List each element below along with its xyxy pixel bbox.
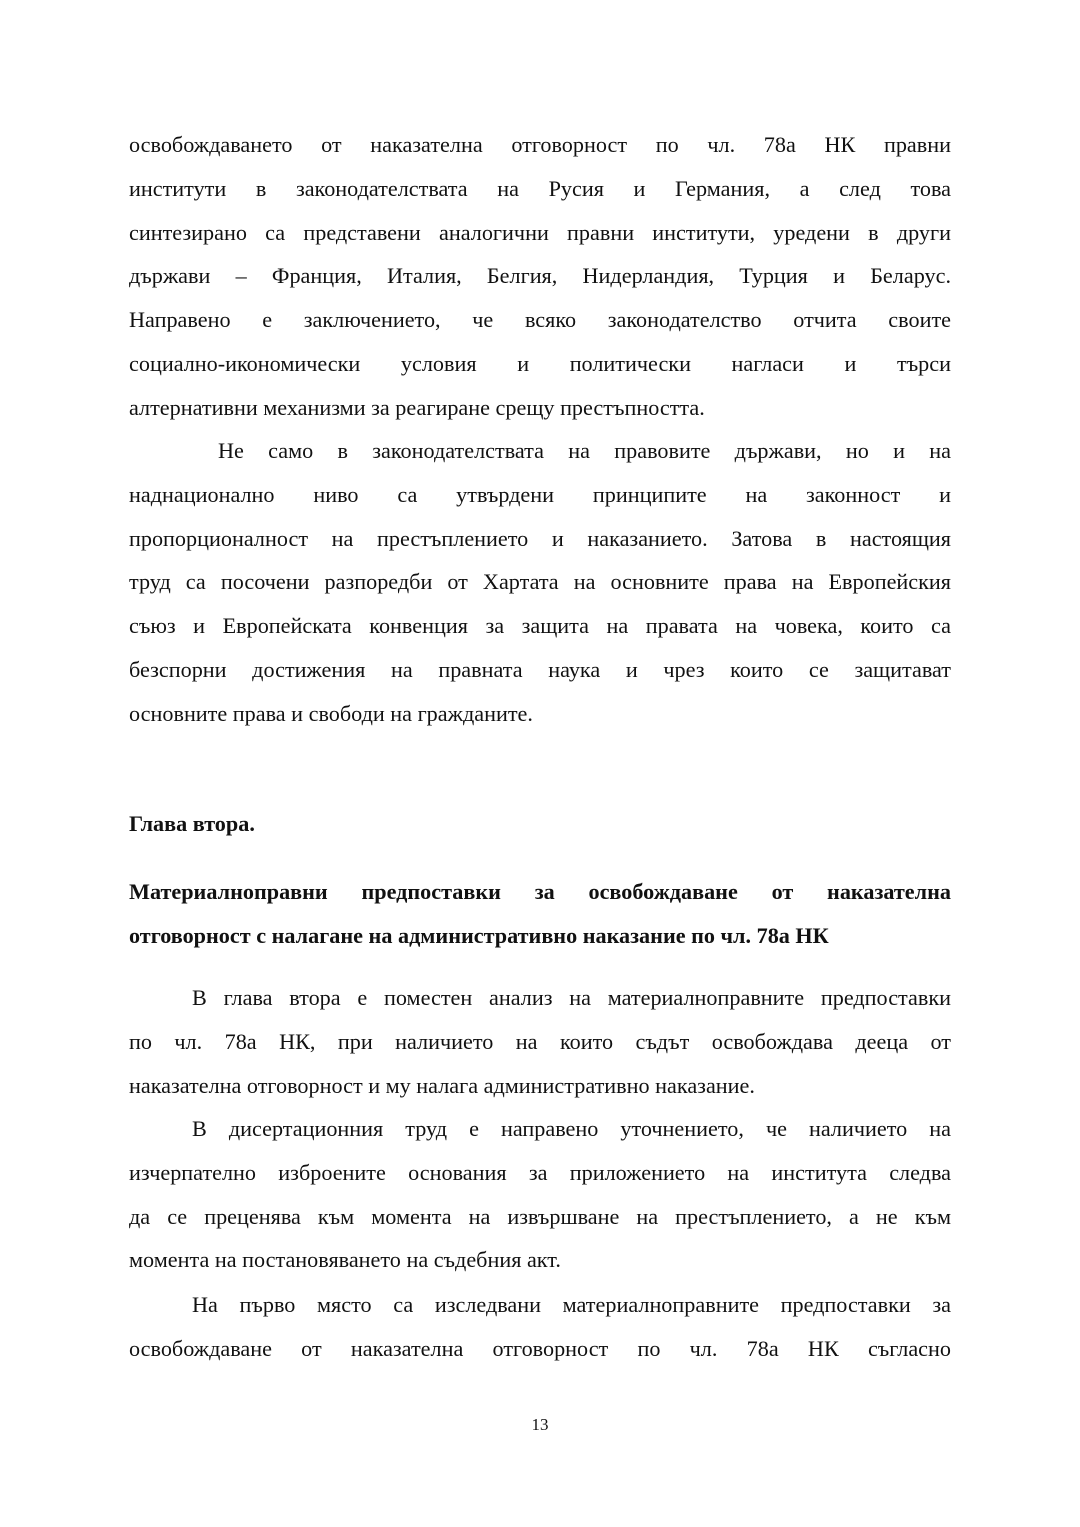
paragraph-1-line-2: институти в законодателствата на Русия и Германия, а след това (129, 175, 951, 201)
paragraph-2-line-2: наднационално ниво са утвърдени принципите на законност и (129, 481, 951, 507)
paragraph-3-line-2: по чл. 78а НК, при наличието на които съдът освобождава дееца от (129, 1028, 951, 1054)
chapter-title-line-1: Материалноправни предпоставки за освобождаване от наказателна (129, 879, 951, 904)
paragraph-4-line-4: момента на постановяването на съдебния акт. (129, 1247, 561, 1273)
paragraph-5 (129, 1283, 951, 1371)
paragraph-3 (129, 976, 951, 1107)
paragraph-1-line-7: алтернативни механизми за реагиране срещу престъпността. (129, 394, 705, 420)
paragraph-4-line-3: да се преценява към момента на извършване на престъплението, а не към (129, 1203, 951, 1229)
paragraph-4 (129, 1107, 951, 1282)
paragraph-5-line-2: освобождаване от наказателна отговорност по чл. 78а НК съгласно (129, 1335, 951, 1361)
paragraph-3-line-1: В глава втора е поместен анализ на материалноправните предпоставки (192, 985, 951, 1010)
paragraph-3-line-3: наказателна отговорност и му налага административно наказание. (129, 1072, 755, 1098)
paragraph-1-line-4: държави – Франция, Италия, Белгия, Нидерландия, Турция и Беларус. (129, 263, 951, 289)
paragraph-2-line-3: пропорционалност на престъплението и наказанието. Затова в настоящия (129, 525, 951, 551)
paragraph-2-line-6: безспорни достижения на правната наука и чрез които се защитават (129, 656, 951, 682)
paragraph-4-line-1: В дисертационния труд е направено уточнението, че наличието на (192, 1116, 951, 1141)
paragraph-1-line-5: Направено е заключението, че всяко законодателство отчита своите (129, 307, 951, 333)
paragraph-2 (129, 429, 951, 736)
paragraph-4-line-2: изчерпателно изброените основания за приложението на института следва (129, 1159, 951, 1185)
page-number: 13 (531, 1415, 549, 1434)
paragraph-1 (129, 123, 951, 430)
paragraph-1-line-6: социално-икономически условия и политически нагласи и търси (129, 350, 951, 376)
paragraph-2-line-1: Не само в законодателствата на правовите държави, но и на (218, 438, 951, 463)
paragraph-2-line-7: основните права и свободи на гражданите. (129, 700, 533, 726)
chapter-title-line-2: отговорност с налагане на административно наказание по чл. 78а НК (129, 922, 829, 948)
chapter-label: Глава втора. (129, 811, 255, 836)
paragraph-1-line-3: синтезирано са представени аналогични правни институти, уредени в други (129, 219, 951, 245)
paragraph-2-line-5: съюз и Европейската конвенция за защита на правата на човека, които са (129, 613, 951, 639)
paragraph-1-line-1: освобождаването от наказателна отговорност по чл. 78а НК правни (129, 132, 951, 157)
paragraph-2-line-4: труд са посочени разпоредби от Хартата на основните права на Европейския (129, 569, 951, 595)
chapter-title (129, 870, 951, 958)
paragraph-5-line-1: На първо място са изследвани материалноправните предпоставки за (192, 1292, 951, 1317)
